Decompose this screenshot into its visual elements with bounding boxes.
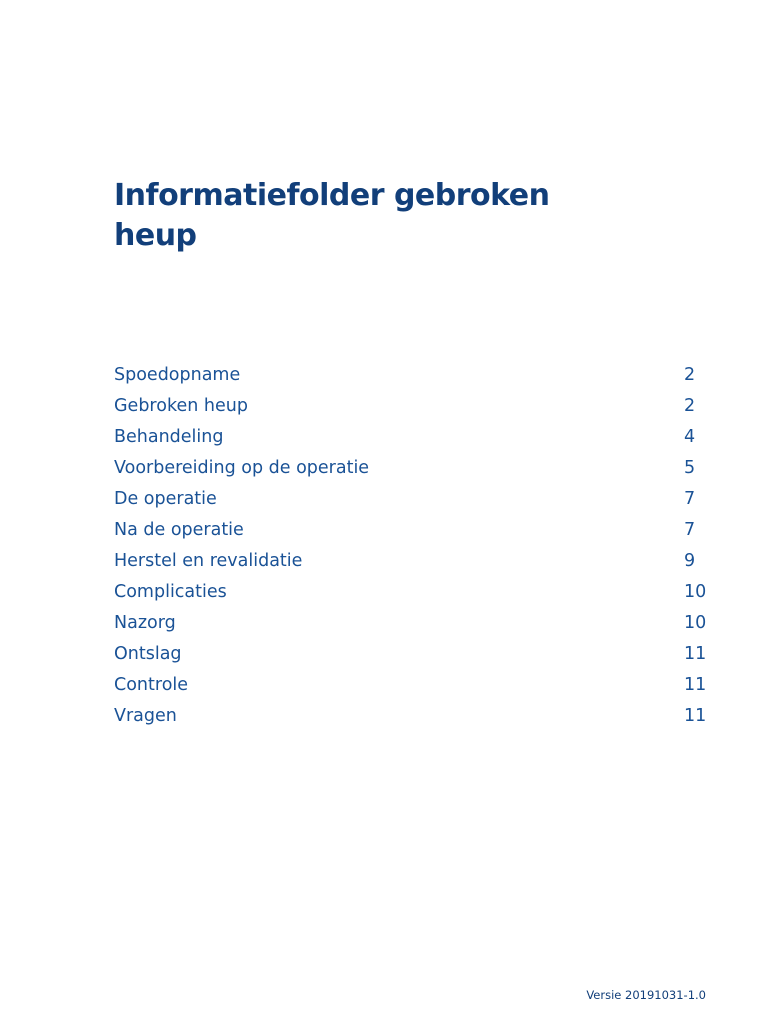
toc-item-page: 11 [684, 706, 707, 726]
toc-item-page: 11 [684, 644, 707, 664]
toc-item-label: Voorbereiding op de operatie [114, 458, 370, 478]
toc-item-controle[interactable] [114, 671, 706, 702]
toc-item-label: Gebroken heup [114, 396, 248, 416]
toc-item-label: Controle [114, 675, 189, 695]
toc-item-label: Na de operatie [114, 520, 244, 540]
toc-item-page: 10 [684, 582, 707, 602]
toc-item-label: Complicaties [114, 582, 227, 602]
toc-item-gebroken-heup[interactable] [114, 392, 706, 423]
toc-item-label: Spoedopname [114, 365, 241, 385]
toc-item-complicaties[interactable] [114, 578, 706, 609]
toc-item-voorbereiding[interactable] [114, 454, 706, 485]
toc-item-vragen[interactable] [114, 702, 706, 733]
toc-item-de-operatie[interactable] [114, 485, 706, 516]
toc-item-label: Herstel en revalidatie [114, 551, 303, 571]
toc-item-herstel-en-revalidatie[interactable] [114, 547, 706, 578]
toc-item-label: Vragen [114, 706, 177, 726]
toc-item-nazorg[interactable] [114, 609, 706, 640]
toc-item-page: 9 [684, 551, 696, 571]
toc-item-page: 2 [684, 365, 696, 385]
toc-item-page: 7 [684, 520, 696, 540]
document-title: Informatiefolder gebroken heup [114, 178, 550, 253]
toc-item-label: Behandeling [114, 427, 224, 447]
toc-item-label: De operatie [114, 489, 217, 509]
toc-item-page: 5 [684, 458, 696, 478]
toc-item-ontslag[interactable] [114, 640, 706, 671]
toc-item-spoedopname[interactable] [114, 361, 706, 392]
toc-item-page: 7 [684, 489, 696, 509]
toc-item-behandeling[interactable] [114, 423, 706, 454]
table-of-contents [114, 361, 706, 733]
version-label: Versie 20191031-1.0 [586, 988, 706, 1002]
toc-item-page: 11 [684, 675, 707, 695]
toc-item-page: 4 [684, 427, 696, 447]
toc-item-na-de-operatie[interactable] [114, 516, 706, 547]
toc-item-label: Nazorg [114, 613, 176, 633]
toc-item-page: 2 [684, 396, 696, 416]
toc-item-page: 10 [684, 613, 707, 633]
toc-item-label: Ontslag [114, 644, 182, 664]
